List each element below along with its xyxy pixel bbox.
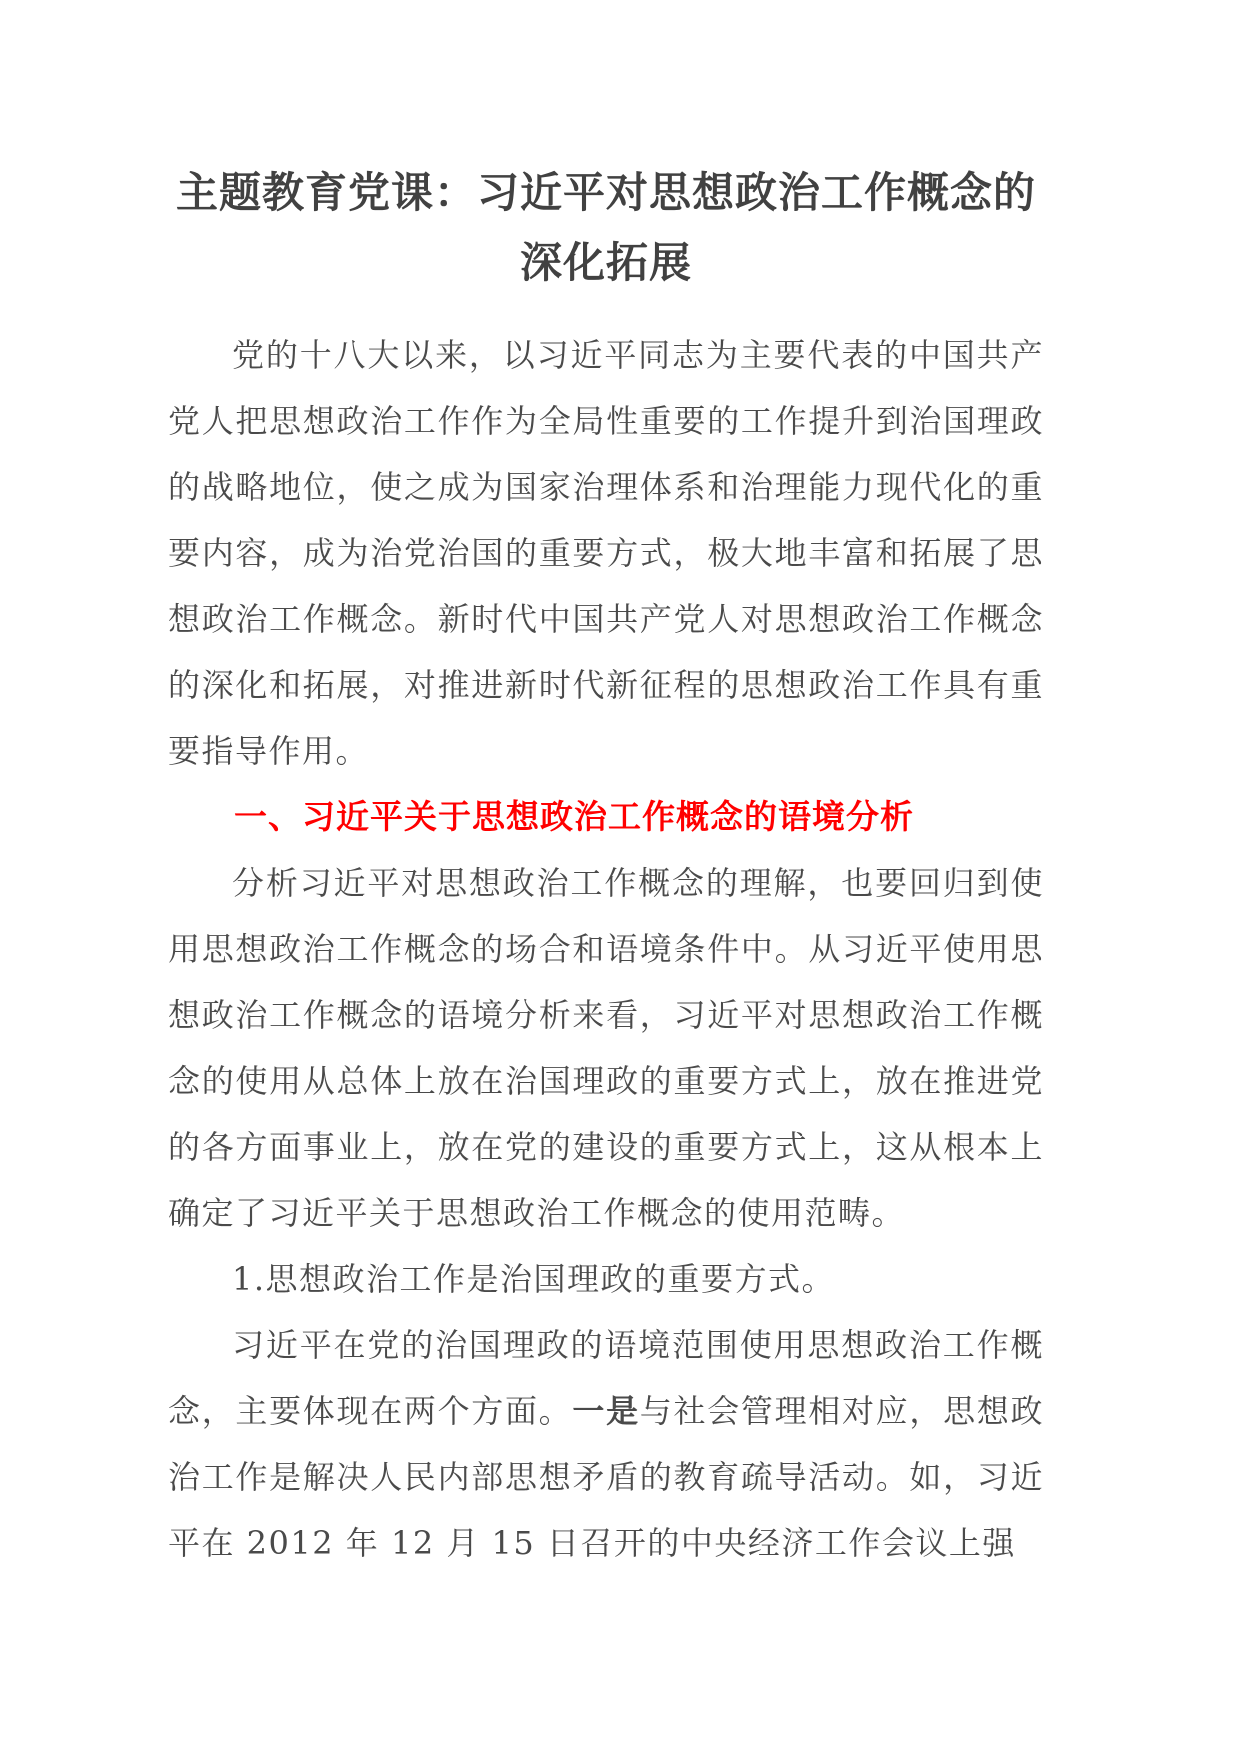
point-1-heading: 1.思想政治工作是治国理政的重要方式。 (232, 1260, 836, 1298)
point-1-paragraph (168, 1312, 1044, 1576)
point-1-text-post: 与社会管理相对应，思想政治工作是解决人民内部思想矛盾的教育疏导活动。如，习近平在 2012 年 12 月 15 日召开的中央经济工作会议上强 (168, 1392, 1044, 1562)
intro-paragraph: 党的十八大以来，以习近平同志为主要代表的中国共产党人把思想政治工作作为全局性重要的工作提升到治国理政的战略地位，使之成为国家治理体系和治理能力现代化的重要内容，成为治党治国的重要方式，极大地丰富和拓展了思想政治工作概念。新时代中国共产党人对思想政治工作概念的深化和拓展，对推进新时代新征程的思想政治工作具有重要指导作用。 (168, 336, 1044, 770)
point-1-text-emphasis: 一是 (572, 1392, 640, 1430)
document-title: 主题教育党课：习近平对思想政治工作概念的深化拓展 (175, 169, 1036, 286)
section-1-context-paragraph: 分析习近平对思想政治工作概念的理解，也要回归到使用思想政治工作概念的场合和语境条件中。从习近平使用思想政治工作概念的语境分析来看，习近平对思想政治工作概念的使用从总体上放在治国理政的重要方式上，放在推进党的各方面事业上，放在党的建设的重要方式上，这从根本上确定了习近平关于思想政治工作概念的使用范畴。 (168, 864, 1044, 1232)
section-1-heading: 一、习近平关于思想政治工作概念的语境分析 (234, 798, 914, 835)
point-1-text-pre: 习近平在党的治国理政的语境范围使用思想政治工作概念，主要体现在两个方面。 (168, 1326, 1044, 1430)
